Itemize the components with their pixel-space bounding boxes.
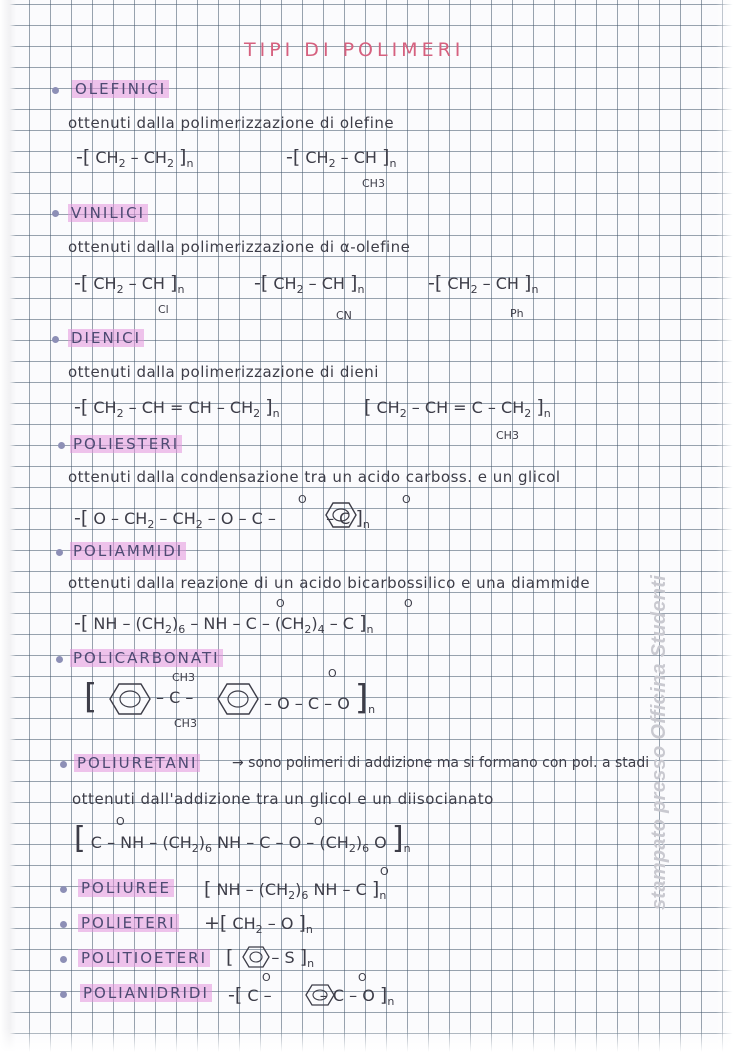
carbonyl-oxygen: O <box>358 971 367 984</box>
section-description: ottenuti dalla reazione di un acido bicarbossilico e una diammide <box>68 574 591 592</box>
section-heading-vinilici: VINILICI <box>68 204 148 222</box>
formula-polyester: -[ O – $CH_2 - CH_2$ – O – C – – C ]$_n$ <box>74 507 370 531</box>
formula-polyacrylonitrile: -[ $CH_2$ – CH ]$_n$ <box>254 272 365 296</box>
section-description: ottenuti dalla condensazione tra un acido carboss. e un glicol <box>68 468 561 486</box>
methyl-label: CH3 <box>172 671 195 684</box>
section-heading-poliammidi: POLIAMMIDI <box>70 542 186 560</box>
substituent-label: Cl <box>158 303 169 316</box>
formula-polyether: +[ $CH_2$ – O ]$_n$ <box>204 912 313 936</box>
formula-polyamide: -[ NH – $(CH_2)_6$ – NH – C – $(CH_2)_4$ – C ]$_n$ <box>74 612 374 636</box>
bullet <box>56 549 63 556</box>
carbonyl-oxygen: O <box>116 815 125 828</box>
bullet <box>52 87 59 94</box>
formula-polythioether: [ – S ]$_n$ <box>226 946 315 970</box>
carbonyl-oxygen: O <box>276 597 285 610</box>
section-note: → sono polimeri di addizione ma si formano con pol. a stadi <box>232 755 650 771</box>
formula-polyurea: [ NH – $(CH_2)_6$ NH – C ]$_n$ <box>204 878 387 902</box>
benzene-ring-icon <box>238 945 274 969</box>
formula-polyurethane: [ C – NH – $(CH_2)_6$ NH – C – O – $(CH_2)_6$ O ]$_n$ <box>74 821 411 856</box>
formula-polypropylene: -[ $CH_2$ – CH ]$_n$ <box>286 146 397 170</box>
section-heading-poliesteri: POLIESTERI <box>70 435 182 453</box>
benzene-ring-icon <box>318 500 364 530</box>
section-heading-poliuree: POLIUREE <box>78 879 174 897</box>
substituent-label: Ph <box>510 307 524 320</box>
bullet <box>60 921 67 928</box>
formula-pvc: -[ $CH_2$ – CH ]$_n$ <box>74 272 185 296</box>
benzene-ring-icon <box>300 983 340 1007</box>
bullet <box>52 336 59 343</box>
section-description: ottenuti dalla polimerizzazione di dieni <box>68 363 379 381</box>
bullet <box>60 956 67 963</box>
formula-polyisoprene: [ $CH_2$ – CH = C – $CH_2$ ]$_n$ <box>364 396 551 420</box>
bullet <box>60 761 67 768</box>
carbonyl-oxygen: O <box>402 493 411 506</box>
section-heading-politioeteri: POLITIOETERI <box>78 949 210 967</box>
bullet <box>56 656 63 663</box>
formula-polycarbonate-tail: – O – C – O ]$_n$ <box>264 678 376 718</box>
formula-polycarbonate: [ <box>84 677 98 717</box>
section-description: ottenuti dall'addizione tra un glicol e un diisocianato <box>72 790 494 808</box>
section-description: ottenuti dalla polimerizzazione di α-olefine <box>68 238 411 256</box>
carbonyl-oxygen: O <box>380 865 389 878</box>
section-heading-olefinici: OLEFINICI <box>72 80 169 98</box>
formula-polystyrene: -[ $CH_2$ – CH ]$_n$ <box>428 272 539 296</box>
section-heading-dienici: DIENICI <box>68 329 144 347</box>
bullet <box>52 210 59 217</box>
formula-polybutadiene: -[ $CH_2$ – CH = CH – $CH_2$ ]$_n$ <box>74 396 280 420</box>
carbonyl-oxygen: O <box>328 667 337 680</box>
benzene-ring-icon <box>104 680 156 718</box>
formula-polycarbonate-center: – C – <box>156 688 194 707</box>
methyl-label: CH3 <box>174 717 197 730</box>
substituent-label: CH3 <box>362 177 385 190</box>
page-right-edge <box>716 0 744 1052</box>
section-heading-polieteri: POLIETERI <box>78 914 179 932</box>
substituent-label: CH3 <box>496 429 519 442</box>
benzene-ring-icon <box>212 680 264 718</box>
formula-polyanhydride: -[ C – – C – O ]$_n$ <box>228 984 395 1008</box>
bullet <box>60 991 67 998</box>
formula-polyethylene: -[ $CH_2 - CH_2$ ]$_n$ <box>76 146 194 170</box>
page-title: TIPI DI POLIMERI <box>244 39 465 61</box>
section-heading-policarbonati: POLICARBONATI <box>70 649 223 667</box>
bullet <box>58 442 65 449</box>
section-heading-polianidridi: POLIANIDRIDI <box>80 984 212 1002</box>
carbonyl-oxygen: O <box>262 971 271 984</box>
carbonyl-oxygen: O <box>404 597 413 610</box>
bullet <box>60 886 67 893</box>
carbonyl-oxygen: O <box>298 493 307 506</box>
section-heading-poliuretani: POLIURETANI <box>74 754 200 772</box>
substituent-label: CN <box>336 309 352 322</box>
watermark: stampato presso Officina Studenti <box>648 574 670 910</box>
binding-edge <box>0 0 16 1052</box>
section-description: ottenuti dalla polimerizzazione di olefine <box>68 114 395 132</box>
carbonyl-oxygen: O <box>314 815 323 828</box>
page-bottom-edge <box>0 1028 744 1052</box>
